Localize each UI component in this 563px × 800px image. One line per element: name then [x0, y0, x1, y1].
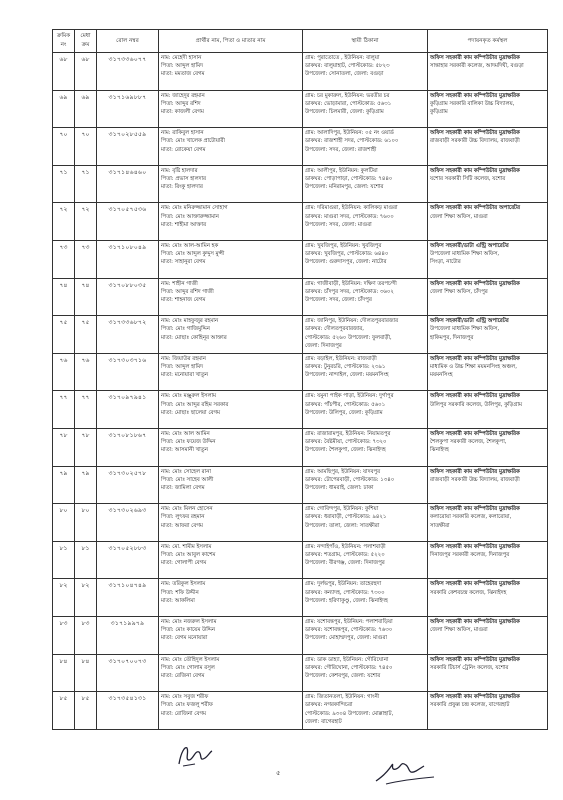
posting-line: অফিস সহকারী কাম কম্পিউটার মুদ্রাক্ষরিক — [430, 55, 520, 61]
name-line: নাম: জাহেদুর রহমান — [161, 92, 205, 99]
header-merit: মেধা ক্রম — [75, 30, 97, 53]
merit-cell: ৮৫ — [75, 692, 97, 730]
roll-cell: ৩১৭০৯৭৯৪১ — [97, 391, 159, 429]
name-line: মাতা: জামিলা বেগম — [161, 484, 205, 491]
address-line: উপজেলা: ধামরাই, জেলা: ঢাকা — [305, 484, 374, 491]
table-row — [53, 278, 548, 316]
address-cell — [303, 616, 428, 654]
roll-cell: ৩১৭০৮৮০৩৫ — [97, 278, 159, 316]
posting-line: অফিস সহকারী/ডাটা এন্ট্রি অপারেটর — [430, 242, 509, 249]
address-line: ডাকঘর: ভোড়ামারা, পোস্টকোড: ৫৬৩১ — [305, 100, 392, 107]
table-row — [53, 316, 548, 354]
name-line: নাম: মোঃ সোহেল রানা — [161, 468, 211, 475]
posting-cell — [428, 541, 548, 579]
name-line: মাতা: কাজলী বেগম — [161, 109, 204, 115]
posting-line: যশোর সরকারী সিটি কলেজ, যশোর — [430, 175, 506, 182]
candidate-name-cell — [159, 278, 303, 316]
header-roll: রোল নম্বর — [97, 30, 159, 53]
serial-cell: ৬৯ — [53, 90, 75, 128]
posting-cell — [428, 654, 548, 692]
address-line: উপজেলা: মোহাম্মদপুর, জেলা: মাগুরা — [305, 635, 387, 642]
serial-cell: ৭৯ — [53, 466, 75, 504]
posting-line: ঝিনাইদহ — [430, 447, 449, 454]
posting-line: অফিস সহকারী কাম কম্পিউটার মুদ্রাক্ষরিক — [430, 543, 520, 550]
name-line: মাতা: আফরা বেগম — [161, 522, 203, 529]
address-cell — [303, 165, 428, 203]
roll-cell: ৩১৭৩০২৫৭৮ — [97, 466, 159, 504]
address-line: উপজেলা: হরিণাকুণ্ডু, জেলা: ঝিনাইদহ — [305, 597, 388, 604]
roll-cell: ৩১৭৩৩৬০৭৭ — [97, 53, 159, 91]
address-cell — [303, 128, 428, 166]
name-line: পিতা: আব্দুর রশিদ গাজী — [161, 288, 214, 295]
name-line: নাম: জিয়াউর রহমান — [161, 355, 206, 362]
address-line: ডাকঘর: শতগ্রাম, পোস্টকোড: ৫২২০ — [305, 551, 385, 558]
address-cell — [303, 391, 428, 429]
header-address: স্থায়ী ঠিকানা — [303, 30, 428, 53]
posting-cell — [428, 53, 548, 91]
table-row — [53, 53, 548, 91]
table-header-row — [53, 30, 548, 53]
candidate-name-cell — [159, 428, 303, 466]
address-line: ডাকঘর: বালুয়াহাট, পোস্টকোড: ৫৮২৩ — [305, 63, 390, 70]
posting-line: সাতক্ষীরা — [430, 522, 450, 529]
name-line: নাম: মোঃ আল-আমিন হক — [161, 242, 219, 249]
posting-line: জেলা শিক্ষা অফিস, মাগুরা — [430, 213, 488, 220]
roll-cell: ৩১৭৩০৩৭১৬ — [97, 353, 159, 391]
posting-line: দিনাজপুর সরকারী কলেজ, দিনাজপুর — [430, 551, 510, 558]
name-line: পিতা: প্রভাস হালদার — [161, 175, 206, 182]
address-line: উপজেলা: সদর, জেলা: মাগুরা — [305, 221, 372, 228]
name-line: মাতা: সাহানুরা বেগম — [161, 259, 206, 266]
serial-cell: ৭৬ — [53, 353, 75, 391]
header-serial: ক্রমিক নং — [53, 30, 75, 53]
address-cell — [303, 541, 428, 579]
posting-cell — [428, 353, 548, 391]
name-line: পিতা: লুৎফর রহমান — [161, 514, 205, 521]
merit-cell: ৬৮ — [75, 53, 97, 91]
name-line: পিতা: মোঃ গাজিমুদ্দিন — [161, 326, 210, 333]
address-line: ডাকঘর: খুবজিপুর, পোস্টকোড: ৬৪৪০ — [305, 251, 389, 258]
address-line: উপজেলা: নান্দাইল, জেলা: ময়মনসিংহ — [305, 372, 389, 379]
name-line: মাতা: মোছাঃ ছালেয়া বেগম — [161, 409, 221, 416]
posting-line: অফিস সহকারী কাম কম্পিউটার মুদ্রাক্ষরিক — [430, 581, 520, 588]
address-line: ডাকঘর: নগরকান্দিচরা — [305, 702, 353, 709]
roll-cell: ৩১৭০৫৭৫৩৬ — [97, 203, 159, 241]
table-row — [53, 353, 548, 391]
merit-cell: ৮৩ — [75, 616, 97, 654]
address-line: পোস্টকোড: ৯৩০৪ উপজেলা: মোল্লাহাট, — [305, 710, 394, 717]
address-line: উপজেলা: উলিপুর, জেলা: কুড়িগ্রাম — [305, 409, 383, 416]
name-line: নাম: মোঃ আল আমিন — [161, 430, 210, 437]
posting-line: জেলা শিক্ষা অফিস, চাঁদপুর — [430, 288, 488, 295]
serial-cell: ৮৩ — [53, 616, 75, 654]
posting-line: অফিস সহকারী কাম কম্পিউটার মুদ্রাক্ষরিক — [430, 355, 520, 362]
address-line: ডাকঘর: মাগুরা সদর, পোস্টকোড: ৭৬০০ — [305, 213, 394, 220]
roll-cell: ৩১৭১০৪৭৪৯ — [97, 579, 159, 617]
posting-cell — [428, 240, 548, 278]
candidate-name-cell — [159, 128, 303, 166]
table-row — [53, 203, 548, 241]
name-line: পিতা: মোঃ আব্দুল কুদ্দুস মুন্সী — [161, 251, 225, 258]
address-line: গ্রাম: দুর্লভপুর, ইউনিয়ন: তাহেরহুদা — [305, 581, 382, 588]
posting-cell — [428, 90, 548, 128]
serial-cell: ৭৪ — [53, 278, 75, 316]
address-line: ডাকঘর: টুনুরচরি, পোস্টকোড: ২৩৯১ — [305, 363, 386, 370]
address-line: উপজেলা: তালা, জেলা: সাতক্ষীরা — [305, 522, 380, 529]
name-line: মাতা: মমতাজ বেগম — [161, 71, 205, 78]
posting-line: সরকারি কেশবচন্দ্র কলেজ, ঝিনাইদহ — [430, 589, 507, 596]
address-line: ডাকঘর: ধরাবাড়ী, পোস্টকোড: ৯৪২১ — [305, 514, 387, 521]
address-line: ডাকঘর: চাঁদপুর সদর, পোস্টকোড: ৩৬০২ — [305, 288, 394, 295]
posting-cell — [428, 278, 548, 316]
address-line: উপজেলা: বীরগঞ্জ, জেলা: দিনাজপুর — [305, 560, 385, 567]
name-line: পিতা: মোঃ গোলাম রসুল — [161, 664, 215, 671]
address-line: গ্রাম: যশোবন্তপুর, ইউনিয়ন: পলাশবাড়িয়া — [305, 618, 393, 625]
name-line: পিতা: মোঃ সাহেব আলী — [161, 476, 214, 483]
table-row — [53, 579, 548, 617]
name-line: মাতা: রিংকু হালদার — [161, 184, 203, 191]
address-line: গ্রাম: আলীপুর, ইউনিয়ন: কুলটিয়া — [305, 167, 378, 174]
roll-cell: ৩১৭১০৮০৪৯ — [97, 240, 159, 278]
merit-cell: ৮৪ — [75, 654, 97, 692]
name-line: নাম: তরিকুল ইসলাম — [161, 581, 206, 588]
posting-line: সরকারি টিচার্স ট্রেনিং কলেজ, যশোর — [430, 664, 509, 671]
serial-cell: ৭৩ — [53, 240, 75, 278]
left-signature — [175, 742, 215, 770]
posting-line: অফিস সহকারী কাম কম্পিউটার মুদ্রাক্ষরিক — [430, 656, 520, 663]
posting-cell — [428, 203, 548, 241]
name-line: নাম: বৃষ্টি হালদার — [161, 167, 198, 174]
name-line: মাতা: রেজিনা বেগম — [161, 672, 205, 679]
roll-cell: ৩১৭১৯৯৭৯ — [97, 616, 159, 654]
posting-line: অফিস সহকারী কাম কম্পিউটার মুদ্রাক্ষরিক — [430, 430, 520, 437]
roll-cell: ৩১৭৩৩৬৮৭২ — [97, 316, 159, 354]
table-row — [53, 692, 548, 730]
merit-cell: ৬৯ — [75, 90, 97, 128]
posting-line: অফিস সহকারী কাম কম্পিউটার অপারেটর — [430, 205, 520, 212]
address-cell — [303, 504, 428, 542]
address-cell — [303, 428, 428, 466]
candidate-name-cell — [159, 466, 303, 504]
posting-line: হাকিমপুর, দিনাজপুর — [430, 334, 474, 341]
posting-cell — [428, 316, 548, 354]
name-line: পিতা: আব্দুল হামিদ — [161, 63, 203, 70]
serial-cell: ৭৮ — [53, 428, 75, 466]
candidate-name-cell — [159, 316, 303, 354]
candidate-name-cell — [159, 165, 303, 203]
name-line: নাম: মোঃ তৌহিদুল ইসলাম — [161, 656, 220, 663]
name-line: পিতা: শফি উদ্দীন — [161, 589, 199, 596]
name-line: নাম: মোঃ মনিরুজ্জামান সোহাগ — [161, 205, 228, 212]
serial-cell: ৭৭ — [53, 391, 75, 429]
merit-cell: ৮০ — [75, 504, 97, 542]
posting-line: অফিস সহকারী কাম কম্পিউটার মুদ্রাক্ষরিক — [430, 468, 520, 475]
name-line: মাতা: আসমানী খাতুন — [161, 447, 208, 454]
name-line: মাতা: রোকেয়া বেগম — [161, 146, 206, 153]
posting-cell — [428, 165, 548, 203]
merit-cell: ৮২ — [75, 579, 97, 617]
candidate-name-cell — [159, 504, 303, 542]
address-line: গ্রাম: চর মুকারুল, ইউনিয়ন: ভরতীর চর — [305, 92, 390, 99]
serial-cell: ৭১ — [53, 165, 75, 203]
posting-line: কলারোয়া সরকারি কলেজ, কলারোয়া, — [430, 514, 512, 521]
address-line: ডাকঘর: টোপেরবাড়ী, পোস্টকোড: ১৩৪০ — [305, 476, 395, 483]
posting-line: সিংড়া, নাটোর — [430, 259, 461, 266]
serial-cell: ৮৪ — [53, 654, 75, 692]
name-line: পিতা: মোঃ আক্তারুজ্জামান — [161, 213, 219, 220]
table-row — [53, 466, 548, 504]
posting-line: অফিস সহকারী কাম কম্পিউটার মুদ্রাক্ষরিক — [430, 694, 520, 701]
header-posting: পদায়নকৃত কর্মস্থল — [428, 30, 548, 53]
address-cell — [303, 692, 428, 730]
address-line: পোস্টকোড: ৫২৬০ উপজেলা: ফুলবাড়ী, — [305, 334, 392, 341]
address-cell — [303, 53, 428, 91]
address-line: উপজেলা: কেশবপুর, জেলা: যশোর — [305, 672, 381, 679]
address-line: উপজেলা: শৈলকুপা, জেলা: ঝিনাইদহ — [305, 447, 386, 454]
serial-cell: ৭২ — [53, 203, 75, 241]
merit-cell: ৭২ — [75, 203, 97, 241]
posting-cell — [428, 504, 548, 542]
address-cell — [303, 278, 428, 316]
candidate-name-cell — [159, 654, 303, 692]
table-row — [53, 541, 548, 579]
name-line: পিতা: মোঃ খালেক প্রাটোয়ারী — [161, 138, 225, 145]
right-signature — [372, 757, 440, 787]
name-line: পিতা: আব্দুল হামিদ — [161, 363, 203, 370]
serial-cell: ৮২ — [53, 579, 75, 617]
roll-cell: ৩১৭০৭০০৭৩ — [97, 654, 159, 692]
posting-line: অফিস সহকারী কাম কম্পিউটার মুদ্রাক্ষরিক — [430, 167, 520, 174]
address-line: গ্রাম: দরিমাগুরা, ইউনিয়ন: কালিকড় মাগুরা — [305, 205, 398, 212]
serial-cell: ৬৮ — [53, 53, 75, 91]
name-line: মাতা: আকলিমা — [161, 597, 195, 604]
candidate-name-cell — [159, 579, 303, 617]
posting-line: মাধ্যমিক ও উচ্চ শিক্ষা ময়মনসিংহ অঞ্চল, — [430, 363, 517, 370]
table-row — [53, 616, 548, 654]
table-row — [53, 240, 548, 278]
roll-cell: ৩১৭০৮১৮৬৭ — [97, 428, 159, 466]
roll-cell: ৩১৭৩৫৪১৩১ — [97, 692, 159, 730]
posting-line: সান্তাহার সরকারী কলেজ, আদমদিঘী, বগুড়া — [430, 63, 524, 70]
header-name: প্রার্থীর নাম, পিতা ও মাতার নাম — [159, 30, 303, 53]
name-line: নাম: মোঃ নজরুল ইসলাম — [161, 618, 217, 625]
address-line: ডাকঘর: পাঁচপীর, পোস্টকোড: ৫৬০১ — [305, 401, 386, 408]
address-cell — [303, 90, 428, 128]
table-row — [53, 428, 548, 466]
roll-cell: ৩১৭১৪৬৪৬০ — [97, 165, 159, 203]
address-line: গ্রাম: জিতানতলা, ইউনিয়ন: গাংনী — [305, 694, 380, 701]
posting-line: অফিস সহকারী কাম কম্পিউটার মুদ্রাক্ষরিক — [430, 618, 520, 625]
address-line: ডাকঘর: বৈষ্টমীয়া, পোস্টকোড: ৭৩২০ — [305, 439, 387, 446]
name-line: নাম: মো. শামীম ইসলাম — [161, 543, 212, 550]
address-line: উপজেলা: সদর, জেলা: চাঁদপুর — [305, 296, 372, 303]
merit-cell: ৭৮ — [75, 428, 97, 466]
address-line: গ্রাম: পুরাতোতে , ইউনিয়ন: বালুয়া — [305, 55, 380, 61]
address-line: উপজেলা: সদর, জেলা: রাজশাহী — [305, 146, 377, 153]
address-line: উপজেলা: সোনাতলা, জেলা: বগুড়া — [305, 71, 384, 78]
address-line: গ্রাম: নন্দাইপাঁও, ইউনিয়ন: পলাশবাড়ী — [305, 543, 386, 550]
address-line: ডাকঘর: পোড়াপাড়া, পোস্টকোড: ৭৪৪০ — [305, 175, 393, 182]
roll-cell: ৩১৭০২৮৫৫৯ — [97, 128, 159, 166]
address-line: গ্রাম: আমছিপুর, ইউনিয়ন: যাদবপুর — [305, 468, 381, 475]
posting-line: কুড়িগ্রাম সরকারি বালিকা উচ্চ বিদ্যালয়, — [430, 100, 515, 107]
posting-line: ময়মনসিংহ — [430, 372, 453, 379]
appointment-table — [52, 29, 548, 730]
name-line: নাম: মেহেদী হাসান — [161, 55, 202, 61]
address-cell — [303, 353, 428, 391]
merit-cell: ৭৭ — [75, 391, 97, 429]
address-line: গ্রাম: ডাক ডাহ্যা, ইউনিয়ন: গৌরিঘোনা — [305, 656, 389, 663]
address-line: ডাকঘর: যশোবন্তপুর, পোস্টকোড: ৭৬৩০ — [305, 627, 393, 634]
address-cell — [303, 579, 428, 617]
posting-line: অফিস সহকারী কাম কম্পিউটার মুদ্রাক্ষরিক — [430, 280, 520, 287]
address-line: ডাকঘর: রাজশাহী সদর, পোস্টকোড: ৬১০০ — [305, 138, 399, 145]
name-line: পিতা: মোঃ ফজলু শরীফ — [161, 702, 213, 709]
address-line: গ্রাম: খুবজিপুর, ইউনিয়ন: খুবজিপুর — [305, 242, 382, 249]
address-line: ডাকঘর: দৌলতপুরবারজার, — [305, 326, 364, 333]
merit-cell: ৭৩ — [75, 240, 97, 278]
posting-cell — [428, 128, 548, 166]
name-line: মাতা: বেগম মনোয়ারা — [161, 635, 208, 642]
merit-cell: ৭০ — [75, 128, 97, 166]
roll-cell: ৩১৭১৬৯৮৮৭ — [97, 90, 159, 128]
serial-cell: ৮৫ — [53, 692, 75, 730]
address-line: উপজেলা: গুরুদাসপুর, জেলা: নাটোর — [305, 259, 387, 266]
candidate-name-cell — [159, 90, 303, 128]
posting-line: শৈলকুপা সরকারী কলেজ, শৈলকুপা, — [430, 439, 507, 446]
serial-cell: ৭৫ — [53, 316, 75, 354]
name-line: মাতা: শাহনাজ বেগম — [161, 296, 206, 303]
name-line: নাম: রাকিবুল হাসান — [161, 130, 204, 137]
name-line: পিতা: মোঃ কায়েম উদ্দিন — [161, 627, 216, 634]
posting-line: অফিস সহকারী কাম কম্পিউটার মুদ্রাক্ষরিক — [430, 92, 520, 99]
posting-line: উপজেলা মাধ্যমিক শিক্ষা অফিস, — [430, 251, 500, 258]
address-line: উপজেলা: চিলমারী, জেলা: কুড়িগ্রাম — [305, 109, 384, 115]
address-line: জেলা: বাগেরহাট — [305, 718, 342, 725]
address-cell — [303, 466, 428, 504]
merit-cell: ৭১ — [75, 165, 97, 203]
posting-line: কুড়িগ্রাম — [430, 109, 448, 115]
name-line: পিতা: মোঃ ফয়েজ উদ্দিন — [161, 439, 216, 446]
posting-cell — [428, 579, 548, 617]
posting-line: উপজেলা মাধ্যমিক শিক্ষা অফিস, — [430, 326, 500, 333]
candidate-name-cell — [159, 53, 303, 91]
address-line: গ্রাম: যমুনা পাইক পাড়া, ইউনিয়ন: দুর্গাপুর — [305, 393, 394, 400]
posting-line: জেলা শিক্ষা অফিস, মাগুরা — [430, 627, 488, 634]
table-body — [53, 53, 548, 730]
name-line: নাম: মোঃ মঞ্জুরুল ইসলাম — [161, 393, 217, 400]
address-line: গ্রাম: রাজারামপুর, ইউনিয়ন: নিয়ামতপুর — [305, 430, 391, 437]
address-line: গ্রাম: গোবিন্দপুর, ইউনিয়ন: কুশিয়া — [305, 506, 379, 513]
address-line: গ্রাম: জানিপুর, ইউনিয়ন: দৌলতপুরবারজার — [305, 318, 399, 325]
table-row — [53, 654, 548, 692]
serial-cell: ৮০ — [53, 504, 75, 542]
table-row — [53, 391, 548, 429]
address-line: গ্রাম: আলাদিপুর, ইউনিয়ন: ০৫ নং ওয়ার্ড — [305, 130, 394, 137]
table-row — [53, 504, 548, 542]
posting-line: উলিপুর সরকারি কলেজ, উলিপুর, কুড়িগ্রাম — [430, 401, 522, 408]
serial-cell: ৭০ — [53, 128, 75, 166]
posting-line: অফিস সহকারী/ডাটা এন্ট্রি অপারেটর — [430, 318, 509, 325]
name-line: নাম: মোঃ মিলন হোসেন — [161, 506, 213, 513]
posting-cell — [428, 692, 548, 730]
page-number: ৫ — [276, 769, 281, 777]
name-line: পিতা: মোঃ আব্দুর রহিম সরকার — [161, 401, 229, 408]
candidate-name-cell — [159, 692, 303, 730]
posting-line: রাজবাড়ী সরকারী উচ্চ বিদ্যালয়, রাজবাড়ী — [430, 138, 520, 145]
address-line: গ্রাম: বড়াইল, ইউনিয়ন: রাজবাড়ী — [305, 355, 377, 362]
name-line: মাতা: গোলাপী বেগম — [161, 560, 207, 567]
name-line: মাতা: মনোয়ারা খাতুন — [161, 372, 208, 379]
address-cell — [303, 316, 428, 354]
address-cell — [303, 203, 428, 241]
merit-cell: ৭৫ — [75, 316, 97, 354]
candidate-name-cell — [159, 391, 303, 429]
serial-cell: ৮১ — [53, 541, 75, 579]
name-line: নাম: মোঃ মাহফুজুর রহমান — [161, 318, 219, 325]
candidate-name-cell — [159, 353, 303, 391]
name-line: পিতা: মোঃ আবুল কাশেম — [161, 551, 216, 558]
address-line: জেলা: দিনাজপুর — [305, 342, 342, 349]
name-line: মাতা: রোজিনা বেগম — [161, 710, 206, 717]
merit-cell: ৭৯ — [75, 466, 97, 504]
posting-line: রাজবাড়ী সরকারী উচ্চ বিদ্যালয়, রাজবাড়ী — [430, 476, 520, 483]
merit-cell: ৭৬ — [75, 353, 97, 391]
candidate-name-cell — [159, 541, 303, 579]
table-row — [53, 128, 548, 166]
merit-cell: ৭৪ — [75, 278, 97, 316]
posting-cell — [428, 616, 548, 654]
name-line: নাম: শাহীন গাজী — [161, 280, 198, 287]
posting-line: অফিস সহকারী কাম কম্পিউটার মুদ্রাক্ষরিক — [430, 506, 520, 513]
name-line: নাম: মোঃ সবুজ শরীফ — [161, 694, 209, 701]
address-cell — [303, 240, 428, 278]
posting-cell — [428, 466, 548, 504]
name-line: মাতা: মোছাঃ কোহিনূর আক্তার — [161, 334, 227, 341]
address-line: গ্রাম: গাজীবাড়ী, ইউনিয়ন: দক্ষিণ তরপচন্দী — [305, 280, 397, 287]
posting-cell — [428, 428, 548, 466]
roll-cell: ৩১৭০৫২৮৮৩ — [97, 541, 159, 579]
address-cell — [303, 654, 428, 692]
name-line: পিতা: আব্দুর রশিদ — [161, 100, 201, 107]
address-line: উপজেলা: মনিরামপুর, জেলা: যশোর — [305, 184, 384, 191]
candidate-name-cell — [159, 240, 303, 278]
roll-cell: ৩১৭৩০২৬৯৩ — [97, 504, 159, 542]
table-row — [53, 90, 548, 128]
posting-line: সরকারি প্রফুল্ল চন্দ্র কলেজ, বাগেরহাট — [430, 702, 510, 709]
posting-line: অফিস সহকারী কাম কম্পিউটার মুদ্রাক্ষরিক — [430, 393, 520, 400]
address-line: ডাকঘর: গৌরিঘোনা, পোস্টকোড: ৭৪৫০ — [305, 664, 393, 671]
candidate-name-cell — [159, 203, 303, 241]
address-line: ডাকঘর: কন্যাদহ, পোস্টকোড: ৭৩০০ — [305, 589, 385, 596]
table-row — [53, 165, 548, 203]
name-line: মাতা: শাহীমা আক্তার — [161, 221, 207, 228]
candidate-name-cell — [159, 616, 303, 654]
merit-cell: ৮১ — [75, 541, 97, 579]
posting-line: অফিস সহকারী কাম কম্পিউটার মুদ্রাক্ষরিক — [430, 130, 520, 137]
posting-cell — [428, 391, 548, 429]
